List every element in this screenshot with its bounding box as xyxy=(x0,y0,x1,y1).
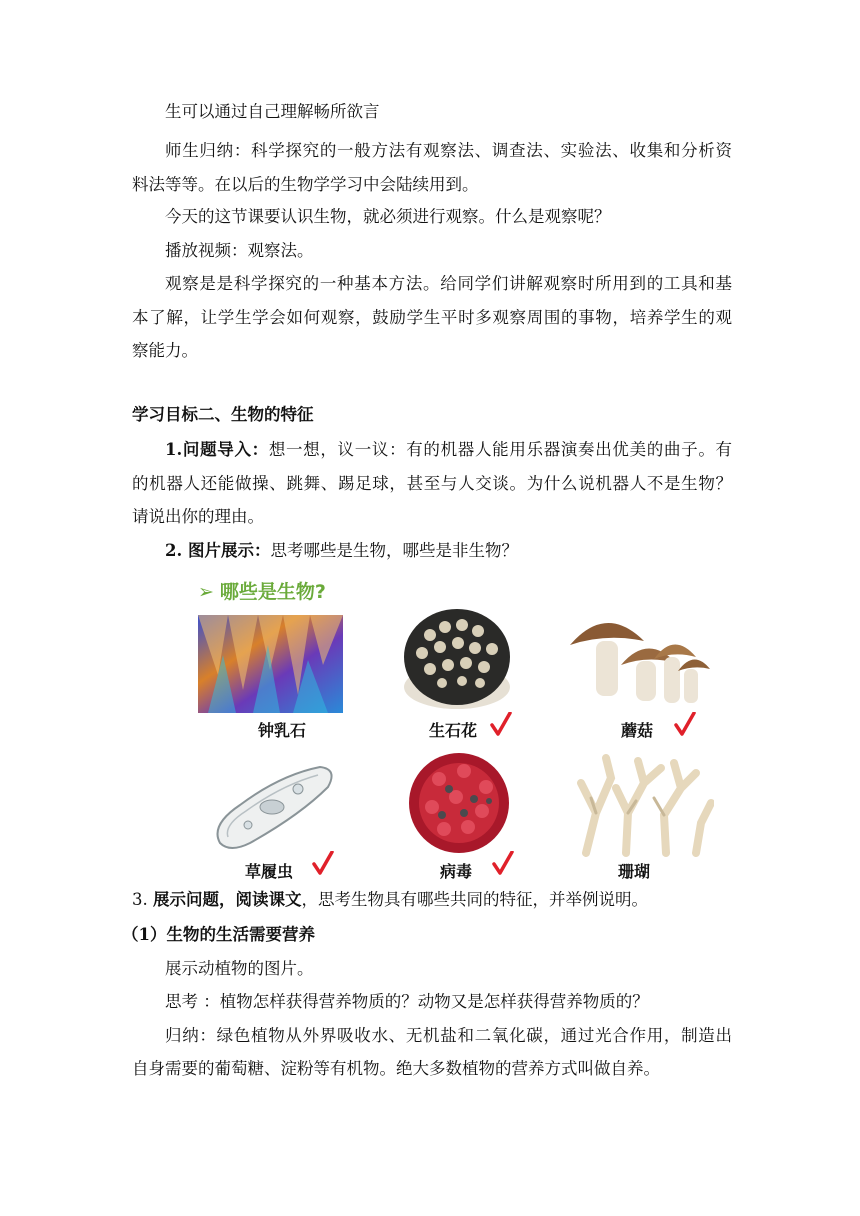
caption-mushroom: 蘑菇 xyxy=(621,721,654,740)
checkmark-icon xyxy=(312,851,334,875)
paragraph-line: 请说出你的理由。 xyxy=(132,507,264,526)
paragraph-line: 今天的这节课要认识生物，就必须进行观察。什么是观察呢？ xyxy=(165,207,611,226)
paragraph-line: 归纳：绿色植物从外界吸收水、无机盐和二氧化碳，通过光合作用，制造出 xyxy=(165,1026,732,1045)
question-label: 2. 图片展示： xyxy=(165,541,271,560)
figure-title-text: 哪些是生物? xyxy=(219,581,326,603)
paragraph-line: 自身需要的葡萄糖、淀粉等有机物。绝大多数植物的营养方式叫做自养。 xyxy=(132,1059,660,1078)
paragraph-line: 料法等等。在以后的生物学学习中会陆续用到。 xyxy=(132,175,479,194)
caption-paramecium: 草履虫 xyxy=(245,862,294,881)
question-line xyxy=(132,890,732,910)
question-line xyxy=(165,440,732,460)
figure-cell-coral xyxy=(566,753,716,857)
paragraph-line: 师生归纳：科学探究的一般方法有观察法、调查法、实验法、收集和分析资 xyxy=(165,141,732,160)
figure-cell-stalactite xyxy=(198,615,348,713)
checkmark-icon xyxy=(490,712,512,736)
arrow-icon: ➢ xyxy=(198,581,214,603)
living-stone-image xyxy=(400,605,515,713)
section-heading: 学习目标二、生物的特征 xyxy=(132,405,314,424)
question-line xyxy=(165,541,765,561)
living-things-figure xyxy=(198,575,716,880)
paragraph-line: 的机器人还能做操、跳舞、踢足球，甚至与人交谈。为什么说机器人不是生物？ xyxy=(132,474,732,493)
paragraph-line: 展示动植物的图片。 xyxy=(165,959,314,978)
figure-cell-living-stone xyxy=(400,605,550,713)
paragraph-line: 播放视频：观察法。 xyxy=(165,241,314,260)
virus-image xyxy=(404,749,514,857)
figure-cell-paramecium xyxy=(210,755,360,855)
figure-cell-virus xyxy=(404,749,554,857)
question-number: 3. xyxy=(132,890,153,909)
paragraph-line: 观察是是科学探究的一种基本方法。给同学们讲解观察时所用到的工具和基 xyxy=(165,274,732,293)
caption-coral: 珊瑚 xyxy=(618,862,651,881)
question-text: ，思考生物具有哪些共同的特征，并举例说明。 xyxy=(301,890,648,909)
question-label: 1.问题导入： xyxy=(165,440,269,459)
mushroom-image xyxy=(566,603,714,713)
caption-stalactite: 钟乳石 xyxy=(258,721,307,740)
paragraph-line: 察能力。 xyxy=(132,341,198,360)
checkmark-icon xyxy=(674,712,696,736)
paramecium-image xyxy=(210,755,340,855)
paragraph-line: 思考 ：植物怎样获得营养物质的？动物又是怎样获得营养物质的？ xyxy=(165,992,649,1011)
question-text: 思考哪些是生物，哪些是非生物？ xyxy=(270,541,518,560)
question-bold: 展示问题，阅读课文 xyxy=(153,890,302,909)
caption-virus: 病毒 xyxy=(440,862,473,881)
figure-title xyxy=(198,577,326,604)
coral-image xyxy=(566,753,714,857)
checkmark-icon xyxy=(492,851,514,875)
paragraph-line: 生可以通过自己理解畅所欲言 xyxy=(165,102,380,121)
stalactite-image xyxy=(198,615,343,713)
caption-living-stone: 生石花 xyxy=(429,721,478,740)
figure-cell-mushroom xyxy=(566,603,716,713)
subsection-heading: （1）生物的生活需要营养 xyxy=(122,925,315,944)
paragraph-line: 本了解，让学生学会如何观察，鼓励学生平时多观察周围的事物，培养学生的观 xyxy=(132,308,732,327)
question-text: 想一想，议一议：有的机器人能用乐器演奏出优美的曲子。有 xyxy=(268,440,732,459)
